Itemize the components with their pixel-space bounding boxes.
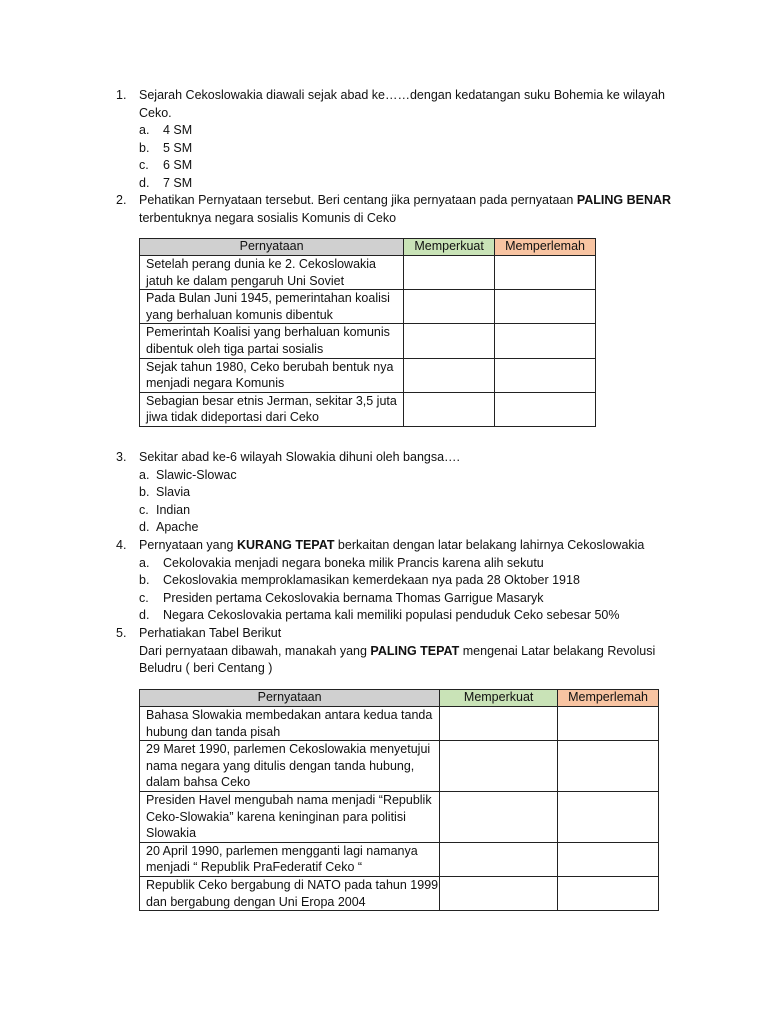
option-a: a. 4 SM	[139, 123, 193, 138]
memperlemah-checkbox-cell[interactable]	[558, 707, 659, 741]
question-number: 1.	[116, 88, 127, 102]
memperkuat-checkbox-cell[interactable]	[404, 256, 495, 290]
header-pernyataan: Pernyataan	[140, 690, 440, 707]
memperkuat-checkbox-cell[interactable]	[404, 324, 495, 358]
statement-cell: 29 Maret 1990, parlemen Cekoslowakia menyetujui nama negara yang ditulis dengan tanda hubung, dalam bahsa Ceko	[140, 741, 440, 792]
question-2	[116, 192, 676, 227]
statement-table-2	[139, 689, 659, 911]
statement-cell: Bahasa Slowakia membedakan antara kedua tanda hubung dan tanda pisah	[140, 707, 440, 741]
option-c: c. Presiden pertama Cekoslovakia bernama Thomas Garrigue Masaryk	[139, 590, 544, 605]
emphasis-text: PALING TEPAT	[370, 643, 460, 658]
header-memperkuat: Memperkuat	[404, 239, 495, 256]
table-row	[140, 392, 596, 426]
statement-cell: Pemerintah Koalisi yang berhaluan komunis dibentuk oleh tiga partai sosialis	[140, 324, 404, 358]
table-row	[140, 876, 659, 910]
memperlemah-checkbox-cell[interactable]	[558, 876, 659, 910]
memperkuat-checkbox-cell[interactable]	[404, 290, 495, 324]
memperkuat-checkbox-cell[interactable]	[404, 392, 495, 426]
memperlemah-checkbox-cell[interactable]	[495, 358, 596, 392]
question-3	[116, 449, 676, 537]
option-d: d. 7 SM	[139, 175, 193, 190]
memperkuat-checkbox-cell[interactable]	[440, 842, 558, 876]
option-d: d. Apache	[139, 520, 199, 535]
header-pernyataan: Pernyataan	[140, 239, 404, 256]
question-text: Pernyataan yang KURANG TEPAT berkaitan dengan latar belakang lahirnya Cekoslowakia	[139, 538, 645, 552]
statement-cell: 20 April 1990, parlemen mengganti lagi namanya menjadi “ Republik PraFederatif Ceko “	[140, 842, 440, 876]
option-a: a. Slawic-Slowac	[139, 467, 237, 482]
question-1	[116, 87, 676, 193]
table-header-row	[140, 239, 596, 256]
memperlemah-checkbox-cell[interactable]	[495, 324, 596, 358]
option-d: d. Negara Cekoslovakia pertama kali memiliki populasi penduduk Ceko sebesar 50%	[139, 608, 620, 623]
memperkuat-checkbox-cell[interactable]	[440, 707, 558, 741]
question-4	[116, 537, 676, 625]
memperlemah-checkbox-cell[interactable]	[495, 290, 596, 324]
memperlemah-checkbox-cell[interactable]	[558, 741, 659, 792]
statement-cell: Republik Ceko bergabung di NATO pada tahun 1999 dan bergabung dengan Uni Eropa 2004	[140, 876, 440, 910]
memperkuat-checkbox-cell[interactable]	[404, 358, 495, 392]
emphasis-text: KURANG TEPAT	[237, 538, 335, 552]
question-text: Pehatikan Pernyataan tersebut. Beri centang jika pernyataan pada pernyataan PALING BENAR terbentuknya negara sosialis Komunis di Ceko	[139, 193, 672, 225]
question-intro: Perhatiakan Tabel Berikut	[139, 626, 282, 640]
option-a: a. Cekolovakia menjadi negara boneka milik Prancis karena alih sekutu	[139, 555, 544, 570]
statement-cell: Pada Bulan Juni 1945, pemerintahan koalisi yang berhaluan komunis dibentuk	[140, 290, 404, 324]
question-text: Sekitar abad ke-6 wilayah Slowakia dihuni oleh bangsa….	[139, 450, 461, 464]
table-row	[140, 842, 659, 876]
memperlemah-checkbox-cell[interactable]	[495, 392, 596, 426]
option-b: b. 5 SM	[139, 140, 193, 155]
table-row	[140, 324, 596, 358]
statement-cell: Sebagian besar etnis Jerman, sekitar 3,5 juta jiwa tidak dideportasi dari Ceko	[140, 392, 404, 426]
emphasis-text: PALING BENAR	[576, 193, 672, 207]
table-row	[140, 791, 659, 842]
question-number: 4.	[116, 538, 127, 552]
table-row	[140, 256, 596, 290]
question-text: Sejarah Cekoslowakia diawali sejak abad ke……dengan kedatangan suku Bohemia ke wilayah Ceko.	[139, 88, 666, 120]
memperkuat-checkbox-cell[interactable]	[440, 741, 558, 792]
statement-cell: Setelah perang dunia ke 2. Cekoslowakia jatuh ke dalam pengaruh Uni Soviet	[140, 256, 404, 290]
table-row	[140, 290, 596, 324]
question-number: 3.	[116, 450, 127, 464]
memperlemah-checkbox-cell[interactable]	[558, 791, 659, 842]
memperkuat-checkbox-cell[interactable]	[440, 791, 558, 842]
option-b: b. Slavia	[139, 485, 191, 500]
memperlemah-checkbox-cell[interactable]	[495, 256, 596, 290]
option-b: b. Cekoslovakia memproklamasikan kemerdekaan nya pada 28 Oktober 1918	[139, 573, 580, 588]
statement-table-1	[139, 238, 596, 427]
statement-cell: Presiden Havel mengubah nama menjadi “Republik Ceko-Slowakia” karena keninginan para politisi Slowakia	[140, 791, 440, 842]
header-memperlemah: Memperlemah	[558, 690, 659, 707]
table-row	[140, 741, 659, 792]
table-row	[140, 707, 659, 741]
question-number: 5.	[116, 626, 127, 640]
memperkuat-checkbox-cell[interactable]	[440, 876, 558, 910]
header-memperkuat: Memperkuat	[440, 690, 558, 707]
question-5	[116, 625, 676, 678]
option-c: c. 6 SM	[139, 158, 193, 173]
header-memperlemah: Memperlemah	[495, 239, 596, 256]
option-c: c. Indian	[139, 502, 191, 517]
statement-cell: Sejak tahun 1980, Ceko berubah bentuk nya menjadi negara Komunis	[140, 358, 404, 392]
question-number: 2.	[116, 193, 127, 207]
memperlemah-checkbox-cell[interactable]	[558, 842, 659, 876]
question-text: Dari pernyataan dibawah, manakah yang PALING TEPAT mengenai Latar belakang Revolusi Beludru ( beri Centang )	[139, 643, 656, 676]
table-row	[140, 358, 596, 392]
table-header-row	[140, 690, 659, 707]
